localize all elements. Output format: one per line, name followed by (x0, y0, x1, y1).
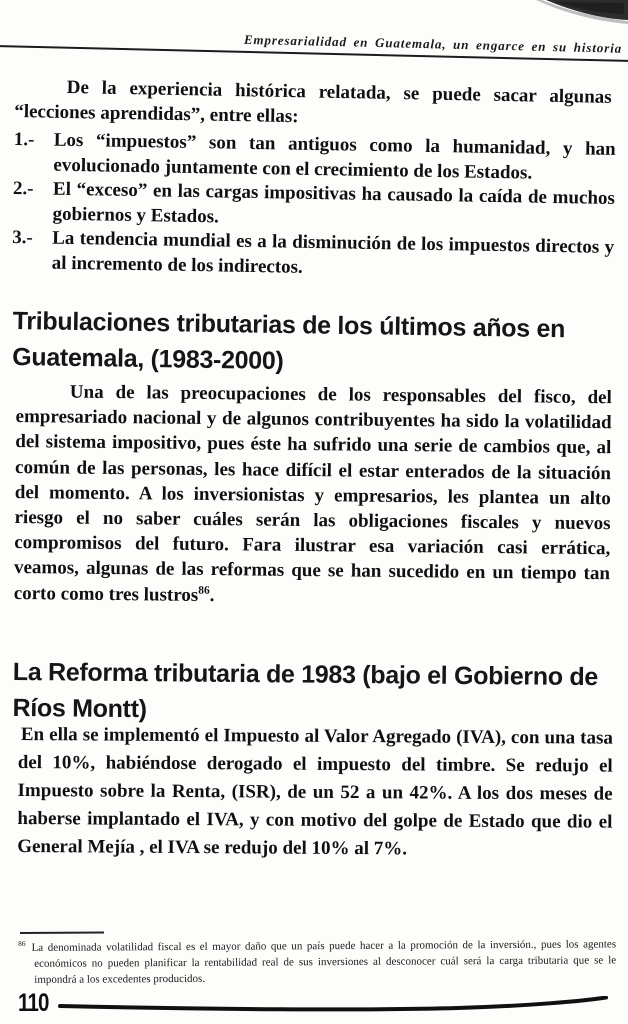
section-heading-reforma-1983: La Reforma tributaria de 1983 (bajo el Gobierno de Ríos Montt) (12, 657, 599, 724)
section1-paragraph-period: . (209, 584, 215, 606)
section2-paragraph: En ella se implementó el Impuesto al Valor Agregado (IVA), con una tasa del 10%, habiéndose derogado el impuesto del timbre. Se redujo el Impuesto sobre la Renta, (ISR), de un 52 a un 42%. A los dos meses de haberse implantado el IVA, y con motivo del golpe de Estado que dio el General Mejía , el IVA se redujo del 10% al 7%. (17, 724, 613, 860)
footnote-text: La denominada volatilidad fiscal es el mayor daño que un país puede hacer a la promoción de la inversión., pues los agentes económicos no pueden planificar la rentabilidad real de sus inversiones al desconocer cuál será la carga tributaria que se le impondrá a los excedentes producidos. (31, 938, 617, 986)
intro-paragraph: De la experiencia histórica relatada, se puede sacar algunas “lecciones aprendidas”, entre ellas: (14, 76, 612, 128)
list-item-number: 3.- (12, 226, 33, 249)
section1-paragraph (14, 379, 612, 612)
running-header (0, 26, 628, 62)
list-item-text: Los “impuestos” son tan antiguos como la humanidad, y han evolucionado juntamente con el crecimiento de los Estados. (53, 129, 616, 184)
list-item (12, 226, 615, 285)
section1-paragraph-text: Una de las preocupaciones de los responsables del fisco, del empresariado nacional y de algunos contribuyentes ha sido la volatilidad del sistema impositivo, pues éste ha sufrido una serie de cambios que, al común de las personas, les hace difícil el estar enterados de la situación del momento. A los inversionistas y empresarios, les plantea un alto riesgo el no saber cuáles serán las obligaciones fiscales y nuevos compromisos del futuro. Fara ilustrar esa variación casi errática, veamos, algunas de las reformas que se han sucedido en un tiempo tan corto como tres lustros (13, 381, 612, 606)
list-item-number: 1.- (13, 128, 35, 151)
section-heading-tribulaciones: Tribulaciones tributarias de los últimos años en Guatemala, (1983-2000) (11, 306, 566, 376)
footnote (18, 936, 616, 988)
footer-rule (58, 996, 610, 1014)
list-item-text: El “exceso” en las cargas impositivas ha causado la caída de muchos gobiernos y Estados. (52, 178, 616, 227)
page-number: 110 (18, 989, 49, 1017)
footnote-block (18, 928, 616, 988)
list-item-number: 2.- (12, 177, 34, 200)
footnote-marker: 86 (18, 939, 26, 949)
list-item-text: La tendencia mundial es a la disminución de los impuestos directos y al incremento de los indirectos. (51, 227, 615, 278)
running-header-title: Empresarialidad en Guatemala, un engarce en su historia (243, 31, 623, 56)
page-curl-shadow-artifact (536, 0, 628, 26)
footnote-separator-rule (20, 931, 104, 934)
lessons-list (12, 128, 616, 285)
footnote-reference-superscript: 86 (198, 584, 210, 597)
